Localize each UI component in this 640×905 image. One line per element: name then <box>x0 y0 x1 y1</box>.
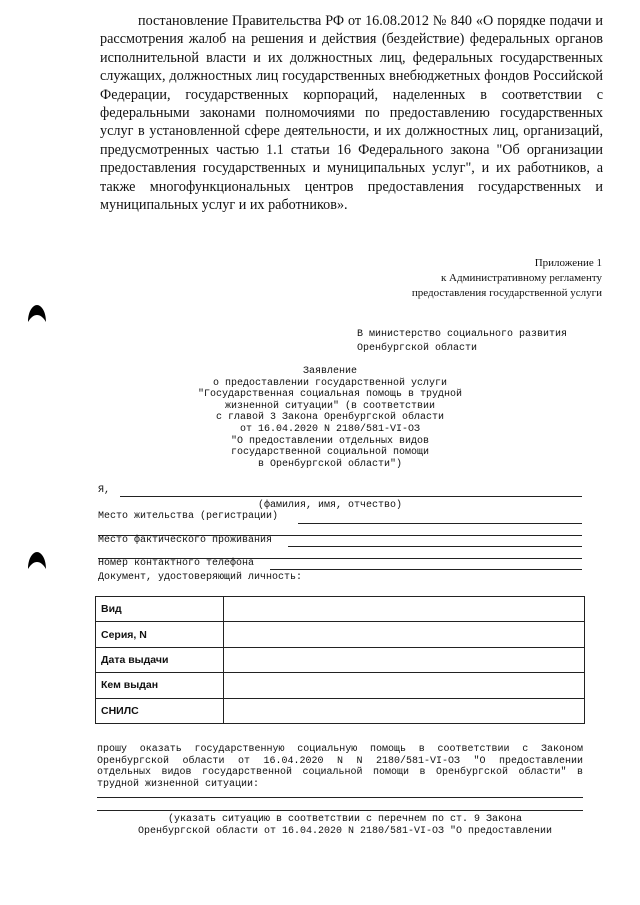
statement-line: "Государственная социальная помощь в трудной <box>197 389 463 401</box>
doc-type-cell[interactable] <box>224 597 585 622</box>
intro-paragraph <box>100 12 603 214</box>
residence-label: Место жительства (регистрации) <box>98 511 279 522</box>
statement-line: от 16.04.2020 N 2180/581-VI-ОЗ <box>239 423 421 435</box>
intro-text: постановление Правительства РФ от 16.08.2012 № 840 «О порядке подачи и рассмотрения жалоб на решения и действия (бездействие) федеральных органов исполнительной власти и их должностных лиц, федеральных государственных служащих, должностных лиц государственных внебюджетных фондов Российской Федерации, государственных корпораций, наделенных в соответствии с федеральными законами полномочиями по предоставлению государственных услуг в установленной сфере деятельности, и их должностных лиц, организаций, предусмотренных частью 1.1 статьи 16 Федерального закона "Об организации предоставления государственных и муниципальных услуг", и их работников, а также многофункциональных центров предоставления государственных и муниципальных услуг и их работников». <box>100 13 603 214</box>
appendix-line-1: Приложение 1 <box>534 257 602 269</box>
request-paragraph: прошу оказать государственную социальную помощь в соответствии с Законом Оренбургской области от 16.04.2020 N N 2180/581-VI-ОЗ "О предоставлении отдельных видов государственной социальной помощи в Оренбургской области" в трудной жизненной ситуации: <box>97 744 583 790</box>
addressee-line-2: Оренбургской области <box>357 343 478 354</box>
table-row <box>96 597 585 622</box>
actual-residence-input-line[interactable] <box>288 546 582 547</box>
residence-input-line[interactable] <box>298 523 582 524</box>
phone-label: Номер контактного телефона <box>98 558 255 569</box>
full-name-input-line[interactable] <box>120 496 582 497</box>
table-row-label: Дата выдачи <box>96 647 224 672</box>
table-row <box>96 698 585 723</box>
situation-input-line-2[interactable] <box>97 810 583 811</box>
table-row-label: Кем выдан <box>96 673 224 698</box>
table-row-label: Вид <box>96 597 224 622</box>
statement-line: "О предоставлении отдельных видов <box>230 435 430 447</box>
appendix-header <box>412 256 602 301</box>
statement-line: в Оренбургской области") <box>257 458 403 470</box>
appendix-line-2: к Административному регламенту <box>440 272 602 284</box>
statement-line: с главой 3 Закона Оренбургской области <box>215 412 445 424</box>
statement-line: о предоставлении государственной услуги <box>212 377 448 389</box>
table-row <box>96 622 585 647</box>
i-label: Я, <box>98 485 111 496</box>
phone-input-line[interactable] <box>270 569 582 570</box>
table-row-label: Серия, N <box>96 622 224 647</box>
doc-issue-date-cell[interactable] <box>224 647 585 672</box>
actual-residence-label: Место фактического проживания <box>98 535 273 546</box>
table-row-label: СНИЛС <box>96 698 224 723</box>
situation-input-line[interactable] <box>97 797 583 798</box>
id-document-table <box>95 596 585 724</box>
id-document-label: Документ, удостоверяющий личность: <box>98 572 303 583</box>
statement-line: жизненной ситуации" (в соответствии <box>224 400 436 412</box>
table-row <box>96 673 585 698</box>
addressee-line-1: В министерство социального развития <box>357 329 568 340</box>
doc-series-cell[interactable] <box>224 622 585 647</box>
statement-title: Заявление <box>302 366 357 377</box>
appendix-line-3: предоставления государственной услуги <box>411 287 602 299</box>
snils-cell[interactable] <box>224 698 585 723</box>
statement-title-block <box>170 366 490 470</box>
footnote-line-1: (указать ситуацию в соответствии с перечнем по ст. 9 Закона <box>167 814 523 825</box>
punch-hole-mark <box>27 303 47 323</box>
punch-hole-mark <box>27 550 47 570</box>
situation-footnote <box>110 814 580 837</box>
footnote-line-2: Оренбургской области от 16.04.2020 N 2180/581-VI-ОЗ "О предоставлении <box>137 825 553 837</box>
statement-line: государственной социальной помощи <box>230 447 430 459</box>
addressee-block <box>357 328 567 356</box>
table-row <box>96 647 585 672</box>
full-name-hint: (фамилия, имя, отчество) <box>258 500 403 511</box>
doc-issuer-cell[interactable] <box>224 673 585 698</box>
